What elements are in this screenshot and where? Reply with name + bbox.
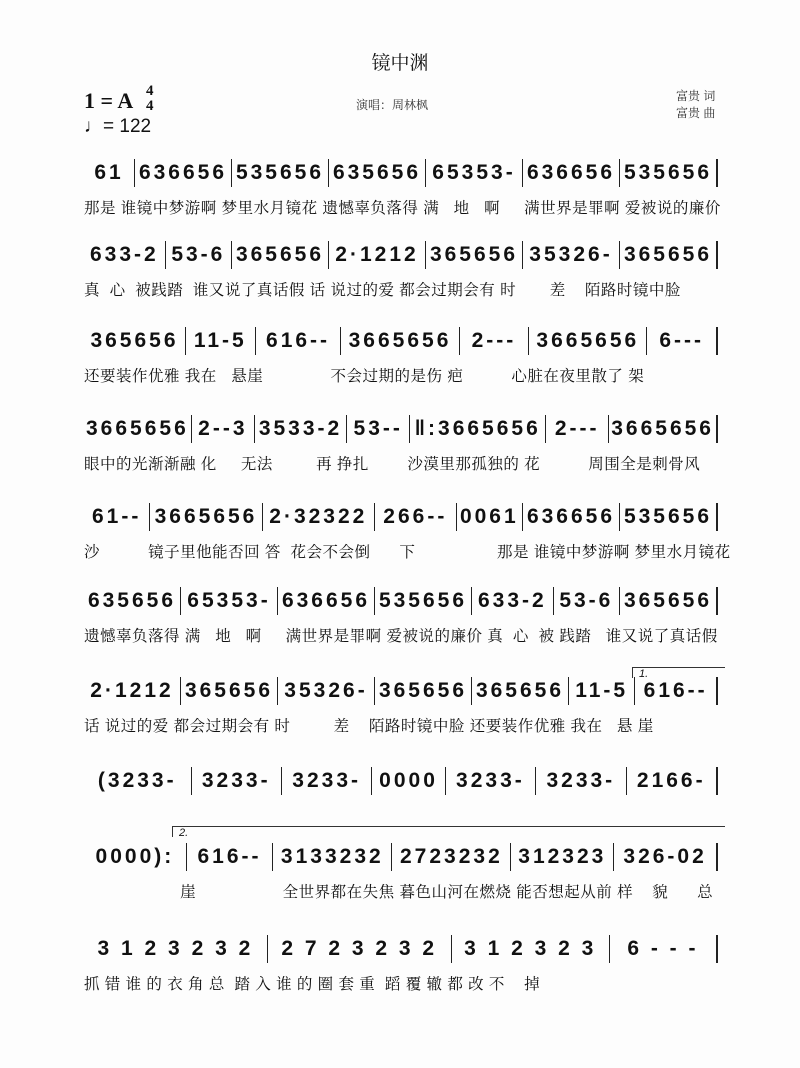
measure-notes: 2·1212 <box>90 678 174 702</box>
notes-line <box>84 586 718 616</box>
measure-notes: ‖:3665656 <box>414 416 541 440</box>
score-system <box>84 676 718 736</box>
measure <box>569 677 635 705</box>
measure-notes: 365656 <box>475 678 565 702</box>
measure <box>523 159 620 187</box>
measure-notes: 3533-2 <box>258 416 343 440</box>
volta-first-ending: 1. <box>632 667 725 678</box>
measure <box>192 767 282 795</box>
measure-notes: 0000 <box>379 768 438 792</box>
measure <box>181 587 278 615</box>
measure-notes: 3 1 2 3 2 3 2 <box>97 936 254 960</box>
measure-notes: 365656 <box>623 242 713 266</box>
lyrics-line: 沙 镜子里他能否回 答 花会不会倒 下 那是 谁镜中梦游啊 梦里水月镜花 <box>84 544 731 561</box>
measure-notes: 636656 <box>281 588 371 612</box>
measure-notes: 53-6 <box>559 588 614 612</box>
measure <box>511 843 614 871</box>
notes-line <box>84 766 718 796</box>
measure-notes: 636656 <box>526 504 616 528</box>
measure-notes: 633-2 <box>89 242 159 266</box>
measure-notes: 3665656 <box>536 328 640 352</box>
notes-line <box>84 502 718 532</box>
measure <box>268 935 452 963</box>
measure <box>609 415 718 443</box>
measure <box>347 415 410 443</box>
measure <box>84 843 187 871</box>
measure-notes: 365656 <box>184 678 274 702</box>
measure <box>620 241 718 269</box>
measure <box>84 159 135 187</box>
measure <box>536 767 626 795</box>
measure <box>529 327 647 355</box>
measure-notes: 635656 <box>87 588 177 612</box>
measure-notes: 535656 <box>378 588 468 612</box>
measure-notes: 6 - - - <box>627 936 699 960</box>
measure-notes: 535656 <box>235 160 325 184</box>
measure-notes: 365656 <box>623 588 713 612</box>
measure-notes: 365656 <box>235 242 325 266</box>
lyricist-credit: 富贵 词 <box>676 89 716 103</box>
measure <box>84 767 192 795</box>
measure-notes: 6--- <box>659 328 705 352</box>
measure <box>523 241 620 269</box>
measure-notes: 633-2 <box>477 588 547 612</box>
key-signature: 1 = A <box>84 88 134 113</box>
score-system <box>84 766 718 804</box>
measure <box>192 415 255 443</box>
measure <box>282 767 372 795</box>
notes-line <box>84 240 718 270</box>
measure-notes: 2·32322 <box>269 504 368 528</box>
measure <box>278 677 375 705</box>
measure-notes: 2·1212 <box>335 242 419 266</box>
measure <box>232 241 329 269</box>
measure <box>341 327 459 355</box>
measure-notes: 3665656 <box>611 416 714 440</box>
measure <box>410 415 546 443</box>
measure <box>84 415 192 443</box>
measure-notes: 3665656 <box>348 328 452 352</box>
measure <box>375 677 472 705</box>
measure <box>187 843 273 871</box>
measure <box>84 677 181 705</box>
credits <box>676 88 715 122</box>
measure-notes: 326-02 <box>623 844 707 868</box>
measure-notes: 3233- <box>292 768 361 792</box>
singer-credit: 演唱：周林枫 <box>356 98 429 112</box>
measure <box>610 935 718 963</box>
measure-notes: 65353- <box>187 588 271 612</box>
measure-notes: 53-- <box>353 416 403 440</box>
score-system <box>84 586 718 646</box>
notes-line <box>84 934 718 964</box>
lyrics-line: 真 心 被践踏 谁又说了真话假 话 说过的爱 都会过期会有 时 差 陌路时镜中脸 <box>84 282 681 299</box>
measure-notes: 635656 <box>332 160 422 184</box>
measure-notes: 2--- <box>471 328 517 352</box>
lyrics-line: 那是 谁镜中梦游啊 梦里水月镜花 遗憾辜负落得 满 地 啊 满世界是罪啊 爱被说的廉价 <box>84 200 721 217</box>
measure-notes: 3665656 <box>86 416 189 440</box>
measure-notes: 3233- <box>201 768 271 792</box>
measure-notes: 61-- <box>91 504 142 528</box>
measure <box>426 159 523 187</box>
measure <box>546 415 609 443</box>
measure <box>181 677 278 705</box>
tempo-marking: ♩= 122 <box>84 116 152 137</box>
time-signature-bottom: 4 <box>146 98 154 114</box>
measure <box>375 503 457 531</box>
lyrics-line: 眼中的光渐渐融 化 无法 再 挣扎 沙漠里那孤独的 花 周围全是刺骨风 <box>84 456 701 473</box>
measure <box>84 327 186 355</box>
measure <box>375 587 472 615</box>
measure-notes: 3233- <box>546 768 616 792</box>
measure <box>554 587 620 615</box>
song-title: 镜中渊 <box>371 53 429 74</box>
measure-notes: 2--3 <box>198 416 248 440</box>
measure-notes: 312323 <box>518 844 607 868</box>
measure <box>635 677 718 705</box>
lyrics-line: 话 说过的爱 都会过期会有 时 差 陌路时镜中脸 还要装作优雅 我在 悬 崖 <box>84 718 654 735</box>
measure <box>273 843 392 871</box>
measure <box>256 327 342 355</box>
measure <box>647 327 718 355</box>
measure <box>84 935 268 963</box>
volta-second-ending: 2. <box>172 826 725 837</box>
measure <box>446 767 536 795</box>
notes-line <box>84 842 718 872</box>
notes-line <box>84 158 718 188</box>
measure-notes: 616-- <box>266 328 331 352</box>
measure-notes: 3 1 2 3 2 3 <box>464 936 597 960</box>
score-system <box>84 842 718 902</box>
score-system <box>84 240 718 300</box>
measure-notes: 2166- <box>636 768 706 792</box>
lyrics-line: 抓 错 谁 的 衣 角 总 踏 入 谁 的 圈 套 重 蹈 覆 辙 都 改 不 掉 <box>84 976 541 993</box>
measure-notes: 0061 <box>459 504 519 528</box>
measure <box>329 159 426 187</box>
measure <box>166 241 232 269</box>
measure-notes: 35326- <box>284 678 368 702</box>
measure <box>186 327 256 355</box>
time-signature <box>146 84 154 114</box>
measure <box>135 159 232 187</box>
notes-line <box>84 326 718 356</box>
lyrics-line: 崖 全世界都在失焦 暮色山河在燃烧 能否想起从前 样 貌 总 <box>84 884 714 901</box>
measure-notes: 2--- <box>554 416 600 440</box>
measure <box>523 503 620 531</box>
measure <box>620 587 718 615</box>
measure-notes: 2 7 2 3 2 3 2 <box>281 936 438 960</box>
measure-notes: 535656 <box>623 160 713 184</box>
measure <box>150 503 262 531</box>
notes-line <box>84 676 718 706</box>
score-system <box>84 502 731 562</box>
measure-notes: 365656 <box>429 242 519 266</box>
measure-notes: 365656 <box>90 328 179 352</box>
measure-notes: 0000): <box>95 844 175 868</box>
measure-notes: 53-6 <box>171 242 226 266</box>
measure <box>426 241 523 269</box>
measure <box>278 587 375 615</box>
measure-notes: 65353- <box>432 160 516 184</box>
lyrics-line: 还要装作优雅 我在 悬崖 不会过期的是伤 疤 心脏在夜里散了 架 <box>84 368 645 385</box>
measure <box>372 767 445 795</box>
measure-notes: 535656 <box>623 504 713 528</box>
measure-notes: 3233- <box>456 768 525 792</box>
measure-notes: 11-5 <box>193 328 247 352</box>
measure-notes: 616-- <box>197 844 262 868</box>
measure-notes: 365656 <box>378 678 468 702</box>
measure <box>620 159 718 187</box>
measure <box>329 241 426 269</box>
measure-notes: 2723232 <box>400 844 503 868</box>
score-system <box>84 158 721 218</box>
time-signature-top: 4 <box>146 83 154 99</box>
measure-notes: 266-- <box>383 504 448 528</box>
measure-notes: 636656 <box>526 160 616 184</box>
measure-notes: 61 <box>94 160 124 184</box>
measure <box>84 241 166 269</box>
measure <box>627 767 718 795</box>
composer-credit: 富贵 曲 <box>676 106 716 120</box>
measure <box>392 843 511 871</box>
measure <box>460 327 530 355</box>
score-system <box>84 414 718 474</box>
score-system <box>84 934 718 994</box>
score-system <box>84 326 718 386</box>
measure-notes: 616-- <box>643 678 708 702</box>
measure <box>457 503 523 531</box>
measure-notes: 636656 <box>138 160 228 184</box>
measure <box>472 677 569 705</box>
measure <box>84 503 150 531</box>
measure <box>620 503 718 531</box>
lyrics-line: 遗憾辜负落得 满 地 啊 满世界是罪啊 爱被说的廉价 真 心 被 践踏 谁又说了真话假 <box>84 628 718 645</box>
measure-notes: 11-5 <box>575 678 629 702</box>
measure <box>452 935 610 963</box>
measure <box>472 587 554 615</box>
measure <box>614 843 718 871</box>
measure-notes: 35326- <box>529 242 613 266</box>
measure <box>84 587 181 615</box>
measure-notes: 3665656 <box>154 504 258 528</box>
notes-line <box>84 414 718 444</box>
measure <box>263 503 375 531</box>
measure <box>255 415 347 443</box>
measure-notes: (3233- <box>97 768 177 792</box>
measure <box>232 159 329 187</box>
measure-notes: 3133232 <box>280 844 384 868</box>
